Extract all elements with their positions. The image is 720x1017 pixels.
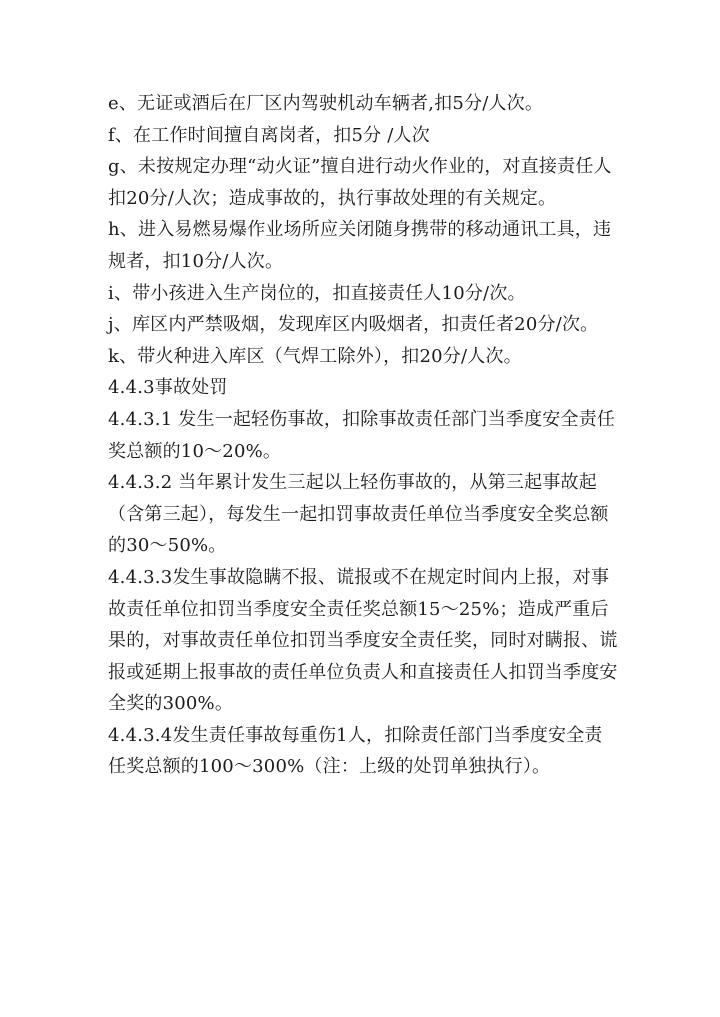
- clause-4-4-3-2: 4.4.3.2 当年累计发生三起以上轻伤事故的，从第三起事故起（含第三起），每发生一起扣罚事故责任单位当季度安全奖总额的30～50%。: [108, 472, 609, 557]
- document-body: [108, 88, 618, 783]
- paragraph-i: i、带小孩进入生产岗位的，扣直接责任人10分/次。: [108, 282, 526, 304]
- paragraph-j: j、库区内严禁吸烟，发现库区内吸烟者，扣责任者20分/次。: [108, 314, 599, 336]
- clause-4-4-3-4: 4.4.3.4发生责任事故每重伤1人，扣除责任部门当季度安全责任奖总额的100～300%（注：上级的处罚单独执行）。: [108, 724, 603, 778]
- clause-4-4-3-3: 4.4.3.3发生事故隐瞒不报、谎报或不在规定时间内上报，对事故责任单位扣罚当季度安全责任奖总额15～25%；造成严重后果的，对事故责任单位扣罚当季度安全责任奖，同时对瞒报、谎报或延期上报事故的责任单位负责人和直接责任人扣罚当季度安全奖的300%。: [108, 566, 618, 715]
- paragraph-f: f、在工作时间擅自离岗者，扣5分 /人次: [108, 124, 430, 146]
- section-heading-4-4-3: 4.4.3事故处罚: [108, 377, 228, 399]
- paragraph-e: e、无证或酒后在厂区内驾驶机动车辆者,扣5分/人次。: [108, 93, 544, 114]
- paragraph-g: g、未按规定办理“动火证”擅自进行动火作业的，对直接责任人扣20分/人次；造成事故的，执行事故处理的有关规定。: [108, 156, 612, 209]
- paragraph-k: k、带火种进入库区（气焊工除外），扣20分/人次。: [108, 345, 522, 367]
- clause-4-4-3-1: 4.4.3.1 发生一起轻伤事故，扣除事故责任部门当季度安全责任奖总额的10～20%。: [108, 408, 616, 462]
- paragraph-h: h、进入易燃易爆作业场所应关闭随身携带的移动通讯工具，违规者，扣10分/人次。: [108, 219, 612, 272]
